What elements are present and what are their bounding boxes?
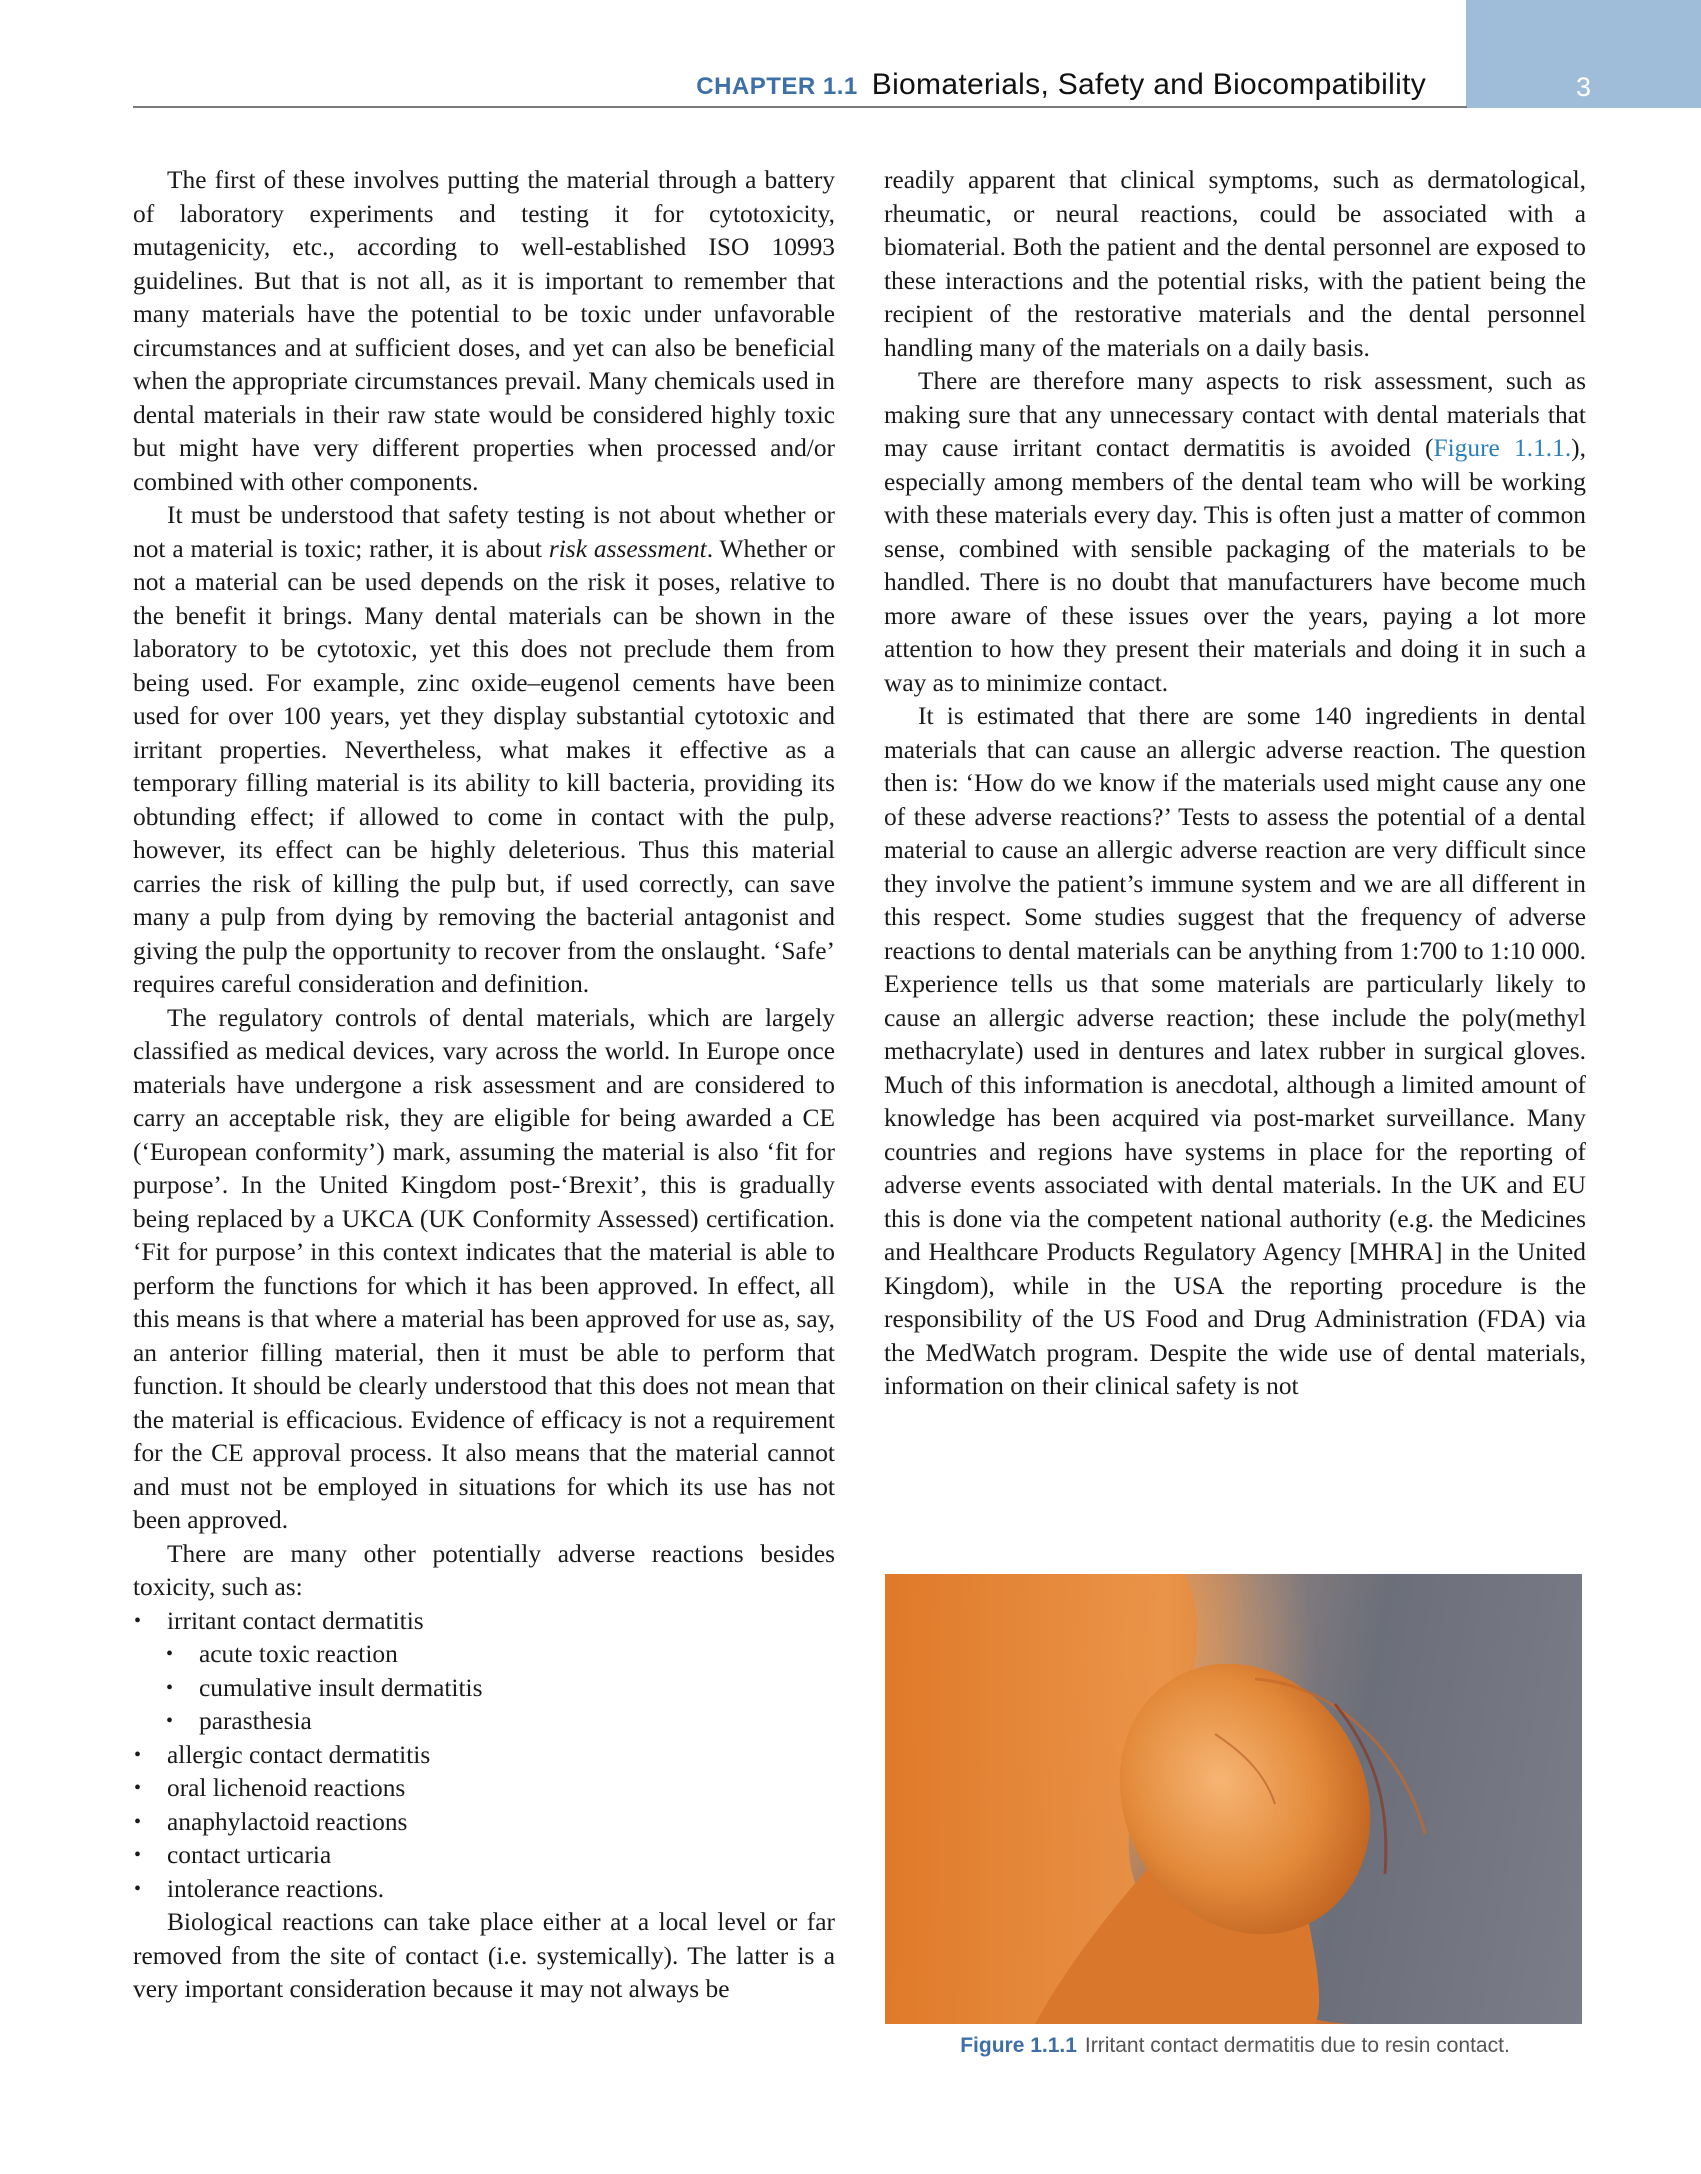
paragraph: The first of these involves putting the material through a battery of laboratory experiments and testing it for cytotoxicity, mutagenicity, etc., according to well-established ISO 10993 guidelines. But that is not all, as it is important to remember that many materials have the potential to be toxic under unfavorable circumstances and at sufficient doses, and yet can also be beneficial when the appropriate circumstances prevail. Many chemicals used in dental materials in their raw state would be considered highly toxic but might have very different properties when processed and/or combined with other components. bbox=[133, 166, 835, 496]
list-item: • irritant contact dermatitis bbox=[133, 1605, 835, 1639]
paragraph: Biological reactions can take place either at a local level or far removed from the site of contact (i.e. systemically). The latter is a very important consideration because it may not always be bbox=[133, 1908, 835, 2003]
paragraph: It must be understood that safety testing is not about whether or not a material is toxic; rather, it is about risk assessment. Whether or not a material can be used depends on the risk it poses, relative to the benefit it brings. Many dental materials can be shown in the laboratory to be cytotoxic, yet this does not preclude them from being used. For example, zinc oxide–eugenol cements have been used for over 100 years, yet they display substantial cytotoxic and irritant properties. Nevertheless, what makes it effective as a temporary filling material is its ability to kill bacteria, providing its obtunding effect; if allowed to come in contact with the pulp, however, its effect can be highly deleterious. Thus this material carries the risk of killing the pulp but, if used correctly, can save many a pulp from dying by removing the bacterial antagonist and giving the pulp the opportunity to recover from the onslaught. ‘Safe’ requires careful consideration and definition. bbox=[133, 501, 836, 998]
figure-caption bbox=[885, 2034, 1585, 2058]
figure-photo bbox=[885, 1574, 1582, 2024]
paragraph: The regulatory controls of dental materials, which are largely classified as medical devices, vary across the world. In Europe once materials have undergone a risk assessment and are considered to carry an acceptable risk, they are eligible for being awarded a CE (‘European conformity’) mark, assuming the material is also ‘fit for purpose’. In the United Kingdom post-‘Brexit’, this is gradually being replaced by a UKCA (UK Conformity Assessed) certification. ‘Fit for purpose’ in this context indicates that the material is able to perform the functions for which it has been approved. In effect, all this means is that where a material has been approved for use as, say, an anterior filling material, then it must be able to perform that function. It should be clearly understood that this does not mean that the material is efficacious. Evidence of efficacy is not a requirement for the CE approval process. It also means that the material cannot and must not be employed in situations for which its use has not been approved. bbox=[133, 1003, 835, 1534]
list-item: • contact urticaria bbox=[133, 1839, 835, 1873]
paragraph: There are therefore many aspects to risk assessment, such as making sure that any unnecessary contact with dental materials that may cause irritant contact dermatitis is avoided (Figure 1.1.1.), especially among members of the dental team who will be working with these materials every day. This is often just a matter of common sense, combined with sensible packaging of the materials to be handled. There is no doubt that manufacturers have become much more aware of these issues over the years, paying a lot more attention to how they present their materials and doing it in such a way as to minimize contact. bbox=[884, 367, 1586, 697]
list-item: • cumulative insult dermatitis bbox=[133, 1672, 835, 1706]
paragraph: There are many other potentially adverse reactions besides toxicity, such as: bbox=[133, 1539, 835, 1601]
figure-label: Figure 1.1.1 bbox=[960, 2034, 1077, 2057]
page-tab bbox=[1466, 0, 1701, 108]
paragraph: readily apparent that clinical symptoms, such as dermatological, rheumatic, or neural reactions, could be associated with a biomaterial. Both the patient and the dental personnel are exposed to these interactions and the potential risks, with the patient being the recipient of the restorative materials and the dental personnel handling many of the materials on a daily basis. bbox=[884, 166, 1586, 362]
chapter-label: CHAPTER 1.1 bbox=[696, 73, 858, 100]
list-item: • anaphylactoid reactions bbox=[133, 1806, 835, 1840]
left-column bbox=[133, 164, 835, 2007]
emphasis: risk assessment bbox=[548, 534, 707, 563]
chapter-title: Biomaterials, Safety and Biocompatibility bbox=[871, 68, 1426, 101]
figure-link[interactable]: Figure 1.1.1. bbox=[1433, 434, 1572, 462]
paragraph: It is estimated that there are some 140 ingredients in dental materials that can cause an allergic adverse reaction. The question then is: ‘How do we know if the materials used might cause any one of these adverse reactions?’ Tests to assess the potential of a dental material to cause an allergic adverse reaction are very difficult since they involve the patient’s immune system and we are all different in this respect. Some studies suggest that the frequency of adverse reactions to dental materials can be anything from 1:700 to 1:10 000. Experience tells us that some materials are particularly likely to cause an allergic adverse reaction; these include the poly(methyl methacrylate) used in dentures and latex rubber in surgical gloves. Much of this information is anecdotal, although a limited amount of knowledge has been acquired via post-market surveillance. Many countries and regions have systems in place for the reporting of adverse events associated with dental materials. In the UK and EU this is done via the competent national authority (e.g. the Medicines and Healthcare Products Regulatory Agency [MHRA] in the United Kingdom), while in the USA the reporting procedure is the responsibility of the US Food and Drug Administration (FDA) via the MedWatch program. Despite the wide use of dental materials, information on their clinical safety is not bbox=[884, 702, 1586, 1400]
list-item: • allergic contact dermatitis bbox=[133, 1739, 835, 1773]
list-item: • oral lichenoid reactions bbox=[133, 1772, 835, 1806]
running-header bbox=[133, 68, 1426, 102]
list-item: • parasthesia bbox=[133, 1705, 835, 1739]
list-item: • intolerance reactions. bbox=[133, 1873, 835, 1907]
figure-caption-text: Irritant contact dermatitis due to resin contact. bbox=[1084, 2034, 1510, 2057]
finger-photo-illustration bbox=[885, 1574, 1582, 2024]
list-item: • acute toxic reaction bbox=[133, 1638, 835, 1672]
right-column bbox=[884, 164, 1586, 1404]
header-rule bbox=[133, 106, 1467, 108]
reaction-list bbox=[133, 1605, 835, 1907]
page-number: 3 bbox=[1575, 72, 1592, 102]
